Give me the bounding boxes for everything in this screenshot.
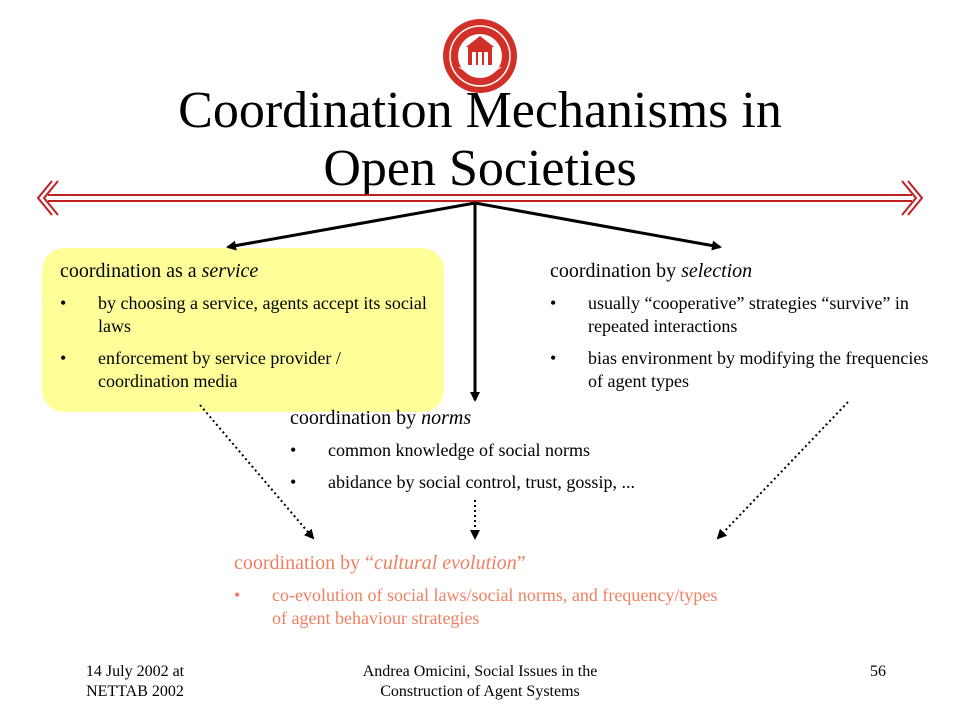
list-item: • enforcement by service provider / coordination media — [60, 348, 341, 391]
cultural-heading: coordination by “cultural evolution” — [234, 552, 526, 574]
selection-heading: coordination by selection — [550, 260, 753, 282]
page-number: 56 — [870, 663, 886, 680]
list-item: • usually “cooperative” strategies “survive” in repeated interactions — [550, 293, 909, 336]
list-item: • abidance by social control, trust, gossip, ... — [290, 472, 635, 492]
list-item: • co-evolution of social laws/social norms, and frequency/types of agent behaviour strategies — [234, 585, 718, 628]
list-item: • common knowledge of social norms — [290, 440, 590, 460]
dotted-arrow-selection — [718, 402, 848, 538]
arrow-to-selection — [475, 203, 720, 247]
arrow-to-service — [228, 203, 475, 247]
title-line-1: Coordination Mechanisms in — [178, 82, 782, 139]
norms-heading: coordination by norms — [290, 407, 472, 429]
title-line-2: Open Societies — [323, 140, 637, 197]
service-block — [60, 258, 432, 402]
selection-block — [550, 258, 930, 402]
list-item: • by choosing a service, agents accept its social laws — [60, 293, 427, 336]
slide-title — [80, 82, 880, 198]
footer-date: 14 July 2002 at NETTAB 2002 — [85, 663, 185, 700]
norms-block — [290, 405, 710, 503]
service-heading: coordination as a service — [60, 260, 259, 282]
footer-title: Andrea Omicini, Social Issues in the Construction of Agent Systems — [362, 663, 598, 700]
list-item: • bias environment by modifying the frequencies of agent types — [550, 348, 929, 391]
cultural-evolution-block — [234, 550, 734, 630]
